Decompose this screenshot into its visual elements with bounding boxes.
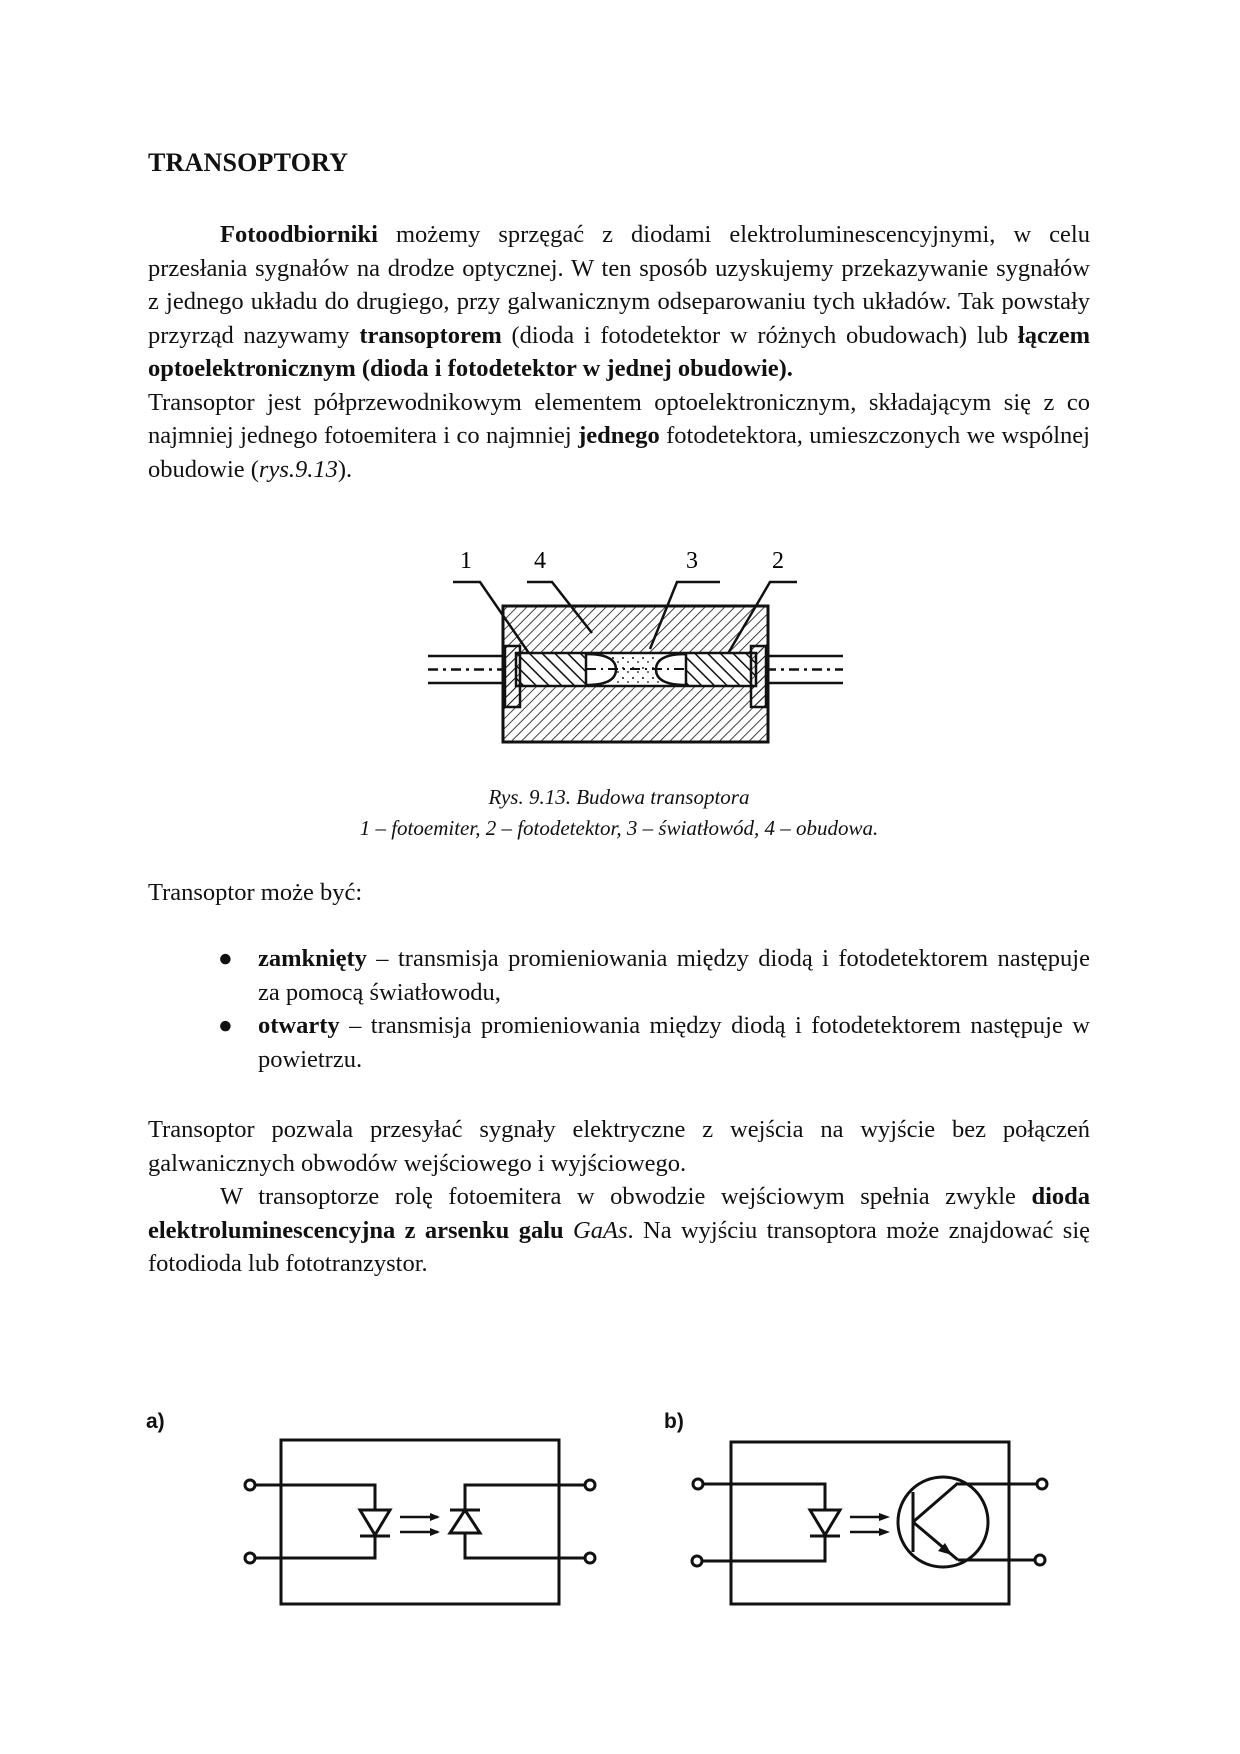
list-item: ● zamknięty – transmisja promieniowania między diodą i fotodetektorem następuje za pomocą światłowodu, [218, 942, 1090, 1009]
bullet-icon: ● [218, 1012, 233, 1039]
schematic-b-phototransistor [690, 1430, 1050, 1610]
label-1: 1 [460, 548, 472, 574]
schematic-b-label: b) [664, 1410, 684, 1433]
page-title: TRANSOPTORY [148, 148, 349, 177]
bullet-icon: ● [218, 945, 233, 972]
caption-title: Rys. 9.13. Budowa transoptora [488, 785, 750, 809]
figure-reference: rys.9.13 [258, 455, 338, 483]
body-paragraph-3: Transoptor pozwala przesyłać sygnały elektryczne z wejścia na wyjście bez połączeń galwanicznych obwodów wejściowego i wyjściowego. W transoptorze rolę fotoemitera w obwodzie wejściowym spełnia zwykle dioda elektroluminescencyjna z arsenku galu GaAs. Na wyjściu transoptora może znajdować się fotodioda lub fototranzystor. [148, 1113, 1090, 1281]
types-list [218, 942, 1090, 1076]
transoptor-structure-diagram [420, 545, 850, 745]
body-paragraph-4: W transoptorze rolę fotoemitera w obwodzie wejściowym spełnia zwykle dioda elektroluminescencyjna z arsenku galu GaAs. Na wyjściu transoptora może znajdować się fotodioda lub fototranzystor. [148, 1183, 1091, 1277]
types-intro: Transoptor może być: [148, 879, 363, 906]
caption-legend: 1 – fotoemiter, 2 – fotodetektor, 3 – światłowód, 4 – obudowa. [359, 816, 879, 840]
schematic-a-photodiode [240, 1430, 600, 1610]
term-transoptorem: transoptorem [359, 321, 502, 349]
list-item: ● otwarty – transmisja promieniowania między diodą i fotodetektorem następuje w powietrzu. [218, 1009, 1090, 1076]
label-4: 4 [534, 548, 546, 574]
definition-paragraph: Transoptor jest półprzewodnikowym elementem optoelektronicznym, składającym się z co najmniej jednego fotoemitera i co najmniej jednego fotodetektora, umieszczonych we wspólnej obudowie (rys.9.13). [148, 388, 1090, 483]
label-2: 2 [772, 548, 784, 574]
term-fotoodbiorniki: Fotoodbiorniki [220, 221, 378, 248]
intro-paragraph: Fotoodbiorniki możemy sprzęgać z diodami elektroluminescencyjnymi, w celu przesłania sygnałów na drodze optycznej. W ten sposób uzyskujemy przekazywanie sygnałów z jednego układu do drugiego, przy galwanicznym odseparowaniu tych układów. Tak powstały przyrząd nazywamy transoptorem (dioda i fotodetektor w różnych obudowach) lub łączem optoelektronicznym (dioda i fotodetektor w jednej obudowie). Transoptor jest półprzewodnikowym elementem optoelektronicznym, składającym się z co najmniej jednego fotoemitera i co najmniej jednego fotodetektora, umieszczonych we wspólnej obudowie (rys.9.13). [148, 218, 1090, 486]
figure-caption [148, 782, 1090, 844]
schematic-a-label: a) [146, 1410, 165, 1433]
label-3: 3 [686, 548, 698, 574]
term-lacze-optoelektroniczne: łączem optoelektronicznym (dioda i fotodetektor w jednej obudowie). [148, 321, 1090, 382]
